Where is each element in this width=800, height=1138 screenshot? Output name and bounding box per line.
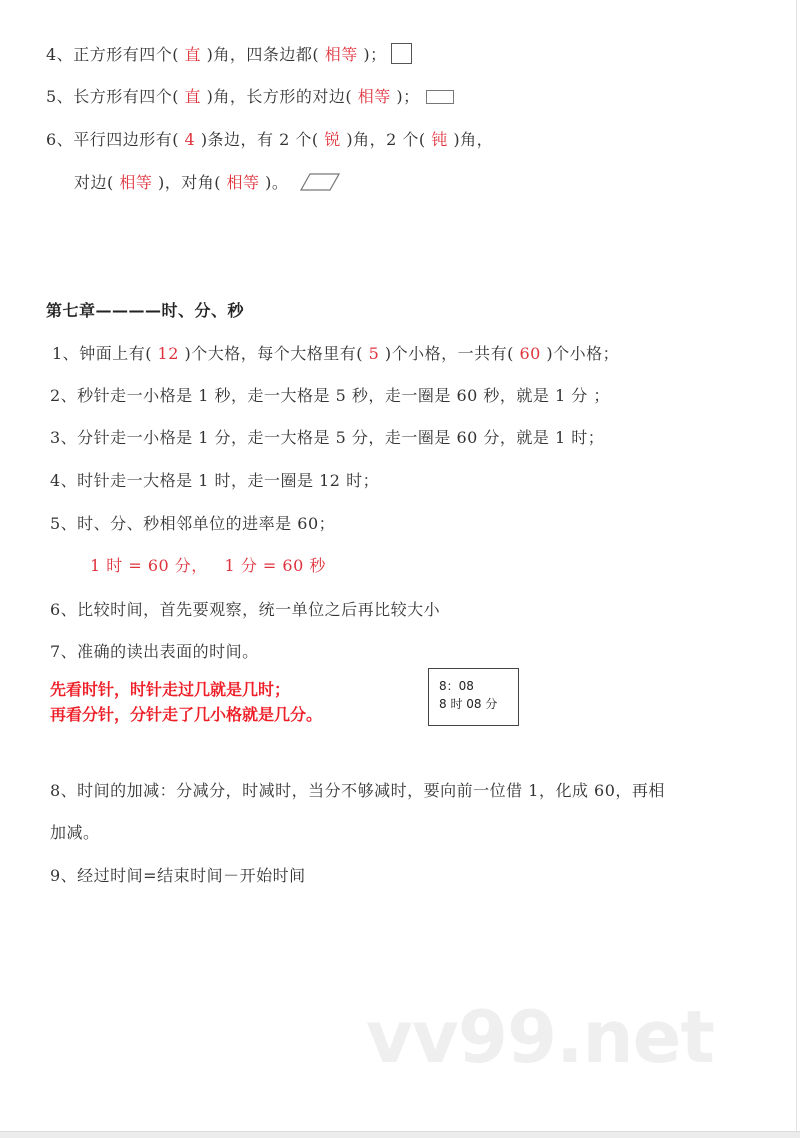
text: )个大格，每个大格里有( xyxy=(184,344,363,363)
chapter7-item-1 xyxy=(52,344,619,364)
shapes-item-6-cont xyxy=(74,173,340,193)
answer: 4 xyxy=(184,130,196,149)
shapes-item-4 xyxy=(46,43,412,65)
answer: 12 xyxy=(157,344,179,363)
answer: 相等 xyxy=(357,87,391,106)
text: )。 xyxy=(265,173,289,192)
chapter-title: 第七章————时、分、秒 xyxy=(46,301,245,320)
tip-hour-hand: 先看时针，时针走过几就是几时； xyxy=(50,680,291,699)
text: 钟面上有( xyxy=(79,344,152,363)
answer: 相等 xyxy=(119,173,153,192)
text: )； xyxy=(396,87,420,106)
chapter7-item-2: 2、秒针走一小格是 1 秒，走一大格是 5 秒，走一圈是 60 秒，就是 1 分 ； xyxy=(50,386,610,405)
item-number: 1、 xyxy=(52,344,80,363)
text: )角，四条边都( xyxy=(206,45,320,64)
chapter7-item-8: 8、时间的加减：分减分，时减时，当分不够减时，要向前一位借 1，化成 60，再相 xyxy=(50,781,665,800)
digital-time: 8：08 xyxy=(439,679,474,693)
text: )角，长方形的对边( xyxy=(206,87,353,106)
shapes-item-5 xyxy=(46,87,454,107)
chapter7-item-3: 3、分针走一小格是 1 分，走一大格是 5 分，走一圈是 60 分，就是 1 时； xyxy=(50,428,605,447)
conversion-formula: 1 时 = 60 分， 1 分 = 60 秒 xyxy=(90,556,326,575)
chapter7-item-8-cont: 加减。 xyxy=(50,823,100,842)
chapter7-item-7: 7、准确的读出表面的时间。 xyxy=(50,642,259,661)
answer: 直 xyxy=(184,87,202,106)
shapes-item-6 xyxy=(46,130,493,150)
chapter7-item-6: 6、比较时间，首先要观察，统一单位之后再比较大小 xyxy=(50,600,441,619)
answer: 5 xyxy=(368,344,380,363)
watermark: vv99.net xyxy=(366,995,714,1079)
text: )，对角( xyxy=(157,173,221,192)
chinese-time: 8 时 08 分 xyxy=(439,697,498,711)
item-number: 5、 xyxy=(46,87,74,106)
item-number: 6、 xyxy=(46,130,74,149)
square-icon xyxy=(391,43,412,64)
text: 平行四边形有( xyxy=(73,130,179,149)
text: 正方形有四个( xyxy=(73,45,179,64)
text: )个小格，一共有( xyxy=(384,344,514,363)
rectangle-icon xyxy=(426,90,454,104)
answer: 直 xyxy=(184,45,202,64)
answer: 钝 xyxy=(431,130,448,149)
chapter7-item-5: 5、时、分、秒相邻单位的进率是 60； xyxy=(50,514,336,533)
answer: 60 xyxy=(519,344,541,363)
clock-example-box xyxy=(428,668,519,726)
text: )条边，有 2 个( xyxy=(200,130,319,149)
text: )角， xyxy=(453,130,494,149)
answer: 相等 xyxy=(324,45,358,64)
chapter7-item-9: 9、经过时间=结束时间－开始时间 xyxy=(50,866,306,885)
text: )角，2 个( xyxy=(346,130,426,149)
chapter7-item-4: 4、时针走一大格是 1 时，走一圈是 12 时； xyxy=(50,471,380,490)
text: 长方形有四个( xyxy=(73,87,179,106)
answer: 锐 xyxy=(324,130,341,149)
text: )个小格； xyxy=(546,344,620,363)
tip-minute-hand: 再看分针，分针走了几小格就是几分。 xyxy=(50,705,323,724)
parallelogram-icon xyxy=(300,173,340,191)
text: 对边( xyxy=(74,173,114,192)
item-number: 4、 xyxy=(46,45,74,64)
text: )； xyxy=(363,45,387,64)
answer: 相等 xyxy=(226,173,260,192)
